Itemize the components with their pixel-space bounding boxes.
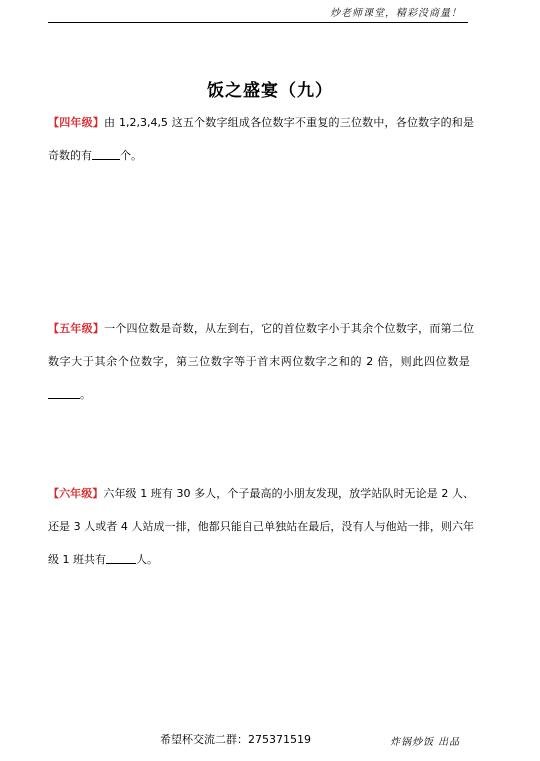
grade-tag: 【四年级】: [48, 116, 105, 129]
header-divider: [48, 22, 468, 23]
problem-grade-5: [48, 312, 474, 411]
page-title: 饭之盛宴（九）: [207, 81, 333, 101]
answer-blank: [92, 147, 120, 160]
problem-text: 一个四位数是奇数，从左到右，它的首位数字小于其余个位数字，而第二位数字大于其余个位数字，第三位数字等于首末两位数字之和的 2 倍，则此四位数是: [48, 322, 475, 368]
answer-blank: [106, 551, 136, 564]
footer-group-contact: 希望杯交流二群：275371519: [160, 733, 311, 746]
answer-blank: [48, 386, 80, 399]
problem-grade-4: [48, 106, 474, 172]
problem-text: 由 1,2,3,4,5 这五个数字组成各位数字不重复的三位数中，各位数字的和是奇数的有: [48, 116, 475, 162]
problem-text: 六年级 1 班有 30 多人，个子最高的小朋友发现，放学站队时无论是 2 人、还是 3 人或者 4 人站成一排，他都只能自己单独站在最后，没有人与他站一排，则六年级 1 班共有: [48, 487, 474, 566]
problem-text-end: 个。: [120, 149, 142, 162]
header-slogan: 炒老师课堂，精彩没商量！: [330, 8, 462, 19]
grade-tag: 【五年级】: [48, 322, 105, 335]
problem-text-end: 。: [80, 388, 91, 401]
grade-tag: 【六年级】: [48, 487, 104, 500]
problem-text-end: 人。: [136, 553, 158, 566]
footer-producer: 炸锅炒饭 出品: [390, 737, 461, 748]
problem-grade-6: [48, 477, 474, 576]
